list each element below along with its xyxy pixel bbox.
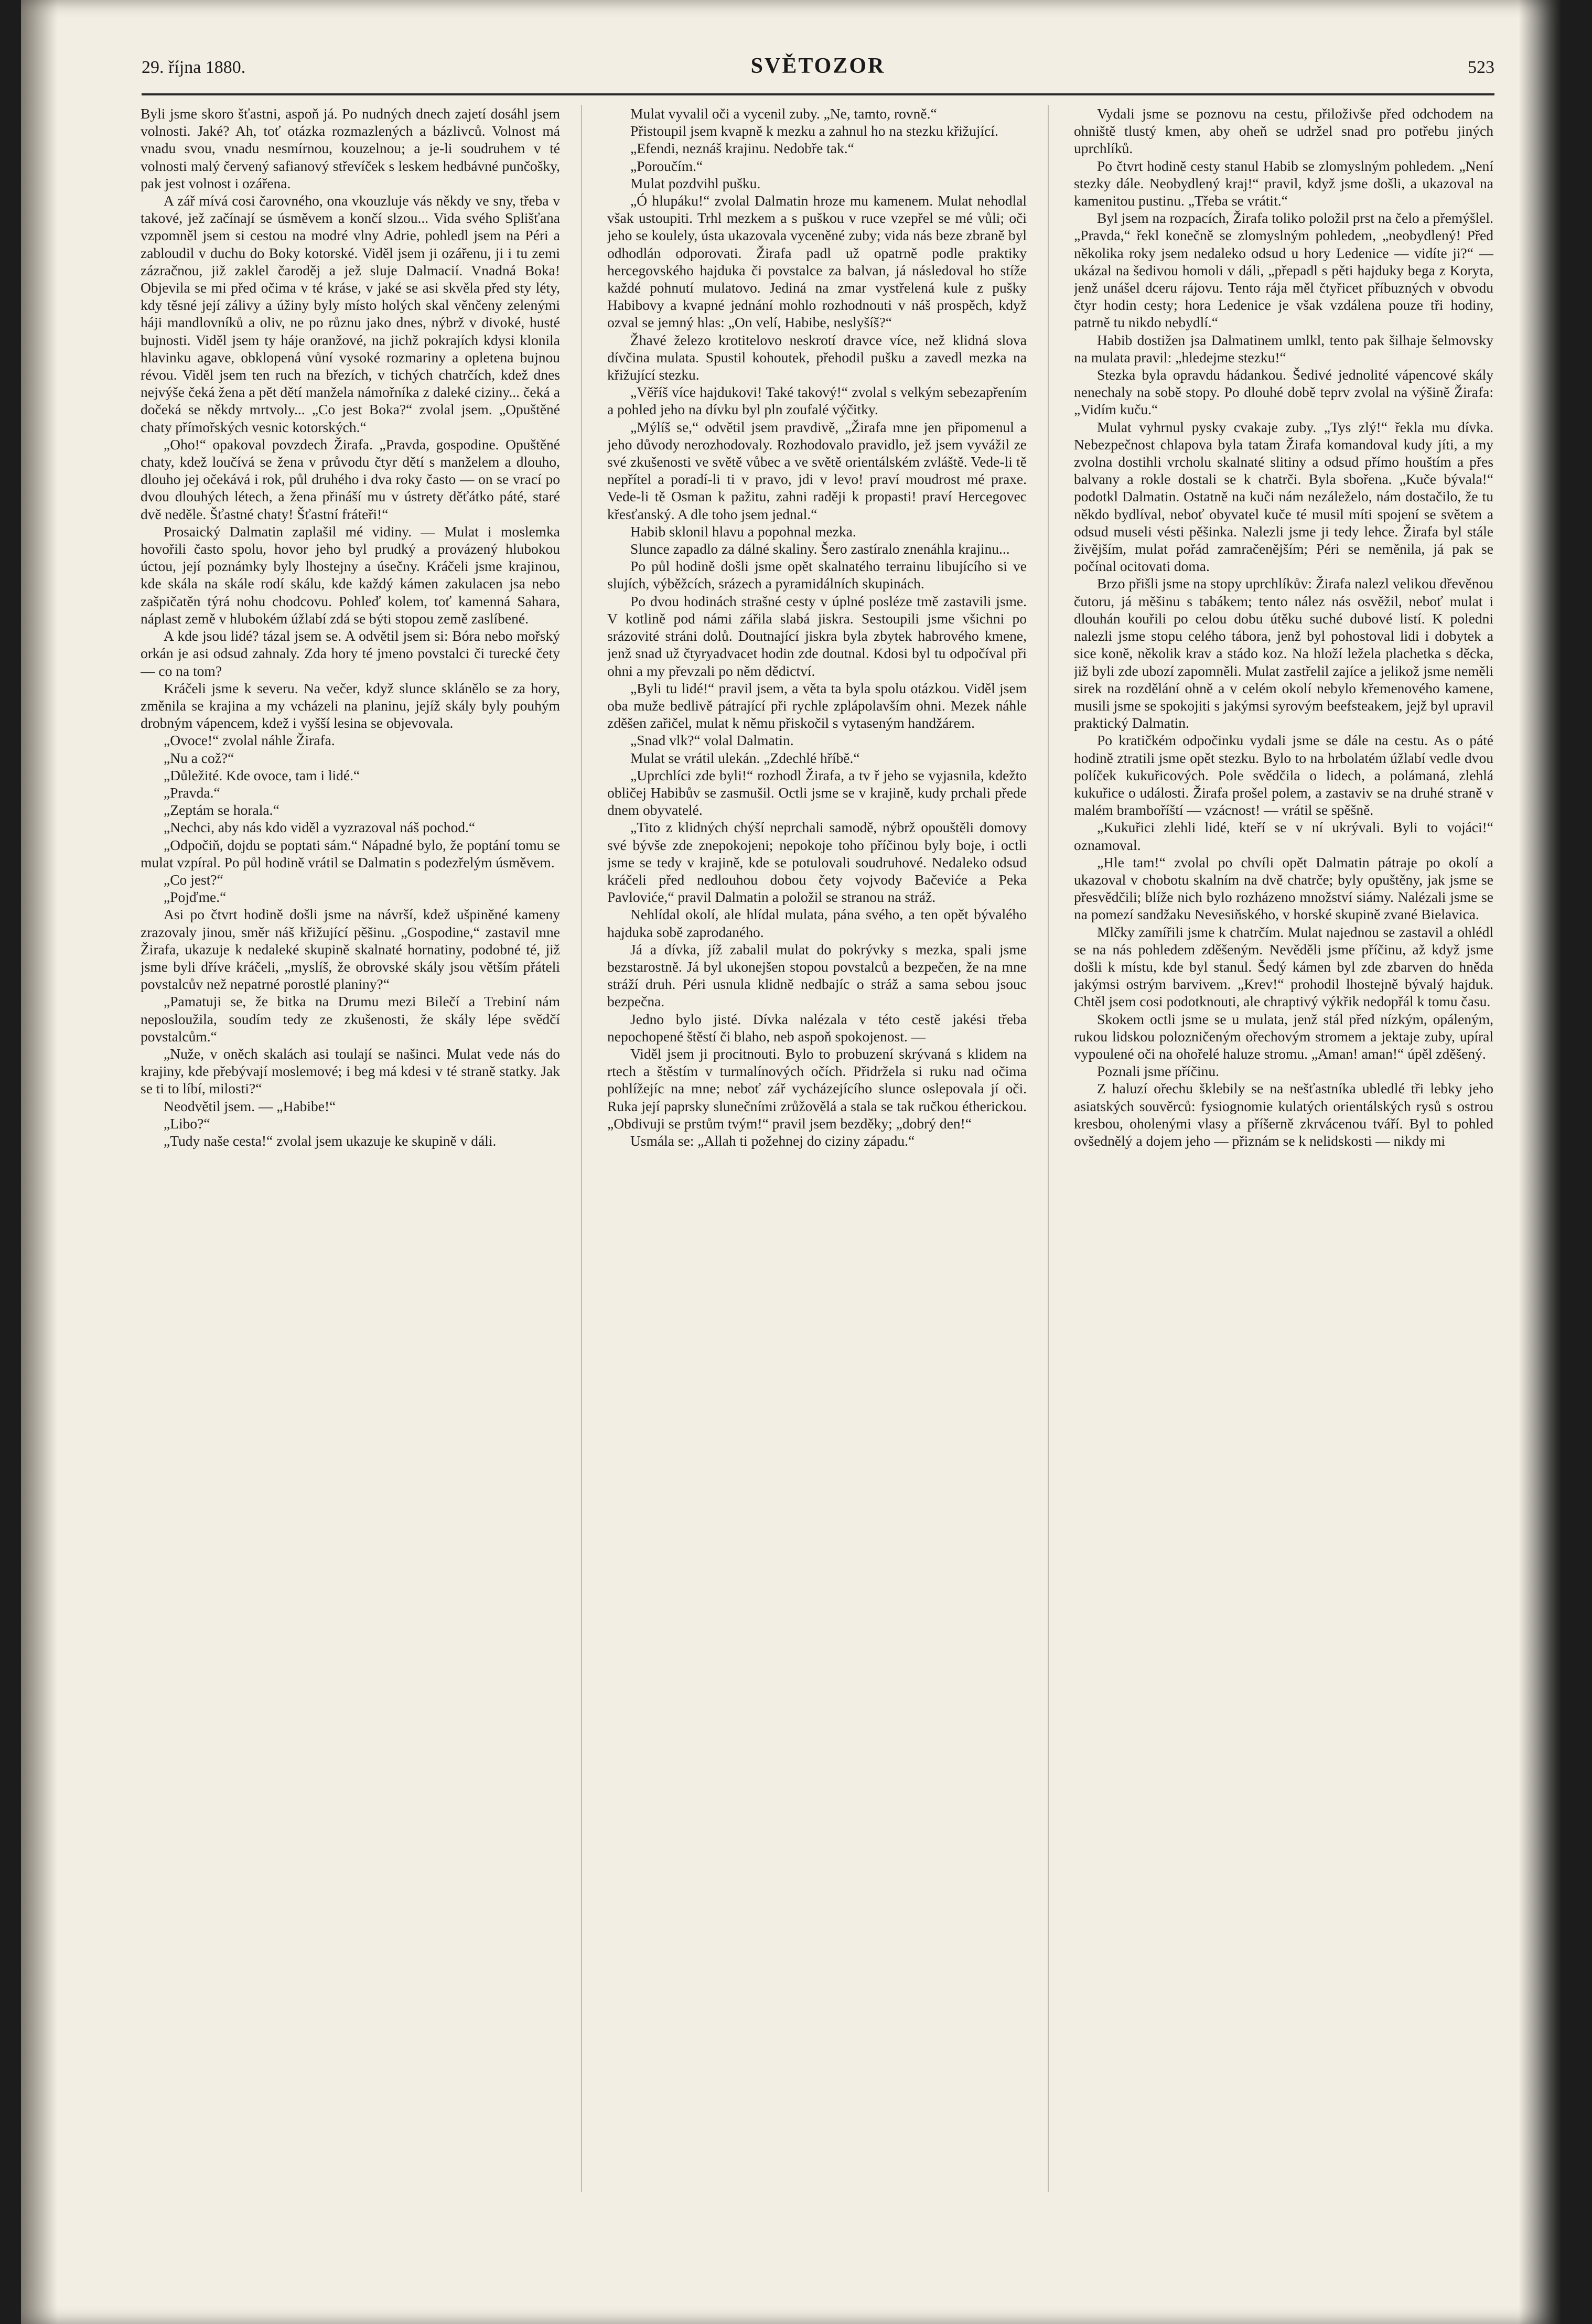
paragraph: Habib dostižen jsa Dalmatinem umlkl, tento pak šilhaje šelmovsky na mulata pravil: „hledejme stezku!“ bbox=[1074, 331, 1493, 365]
page-spine-shadow bbox=[21, 0, 58, 2324]
paragraph: Slunce zapadlo za dálné skaliny. Šero zastíralo znenáhla krajinu... bbox=[630, 541, 1010, 557]
paragraph: Poznali jsme příčinu. bbox=[1097, 1063, 1219, 1080]
paragraph: „Efendi, neznáš krajinu. Nedobře tak.“ bbox=[630, 140, 854, 157]
paragraph: Z haluzí ořechu šklebily se na nešťastníka ubledlé tři lebky jeho asiatských souvěrců: fysiognomie kulatých orientálských rysů s ostrou kresbou, oholenými vlasy a příšerně zkrvácenou tváří. Byl to pohled ovšednělý a dojem jeho — přiznám se k nelidskosti — nikdy mi bbox=[1074, 1080, 1493, 1149]
paragraph: Neodvětil jsem. — „Habibe!“ bbox=[164, 1098, 336, 1114]
paragraph: Byl jsem na rozpacích, Žirafa toliko položil prst na čelo a přemýšlel. „Pravda,“ řekl konečně se zlomyslným pohledem, „neobydlený! Před několika roky jsem nedaleko odsud u hory Ledenice — vidíte ji?“ — ukázal na šedivou homoli v dáli, „přepadl s pěti hajduky bega z Koryta, jenž unášel dceru rájovu. Tento rája měl čtyřicet příbuzných v obvodu čtyr hodin cesty; hora Ledenice je však vzdálena pouze tři hodiny, patrně tu nikdo nebydlí.“ bbox=[1074, 210, 1493, 331]
paragraph: „Pravda.“ bbox=[164, 784, 220, 801]
paragraph: „Zeptám se horala.“ bbox=[164, 802, 279, 819]
paragraph: „Nuže, v oněch skalách asi toulají se našinci. Mulat vede nás do krajiny, kde přebývají moslemové; i beg má kdesi v té straně statky. Jak se ti to líbí, milosti?“ bbox=[141, 1045, 560, 1097]
text-column-3 bbox=[1074, 105, 1493, 2202]
paragraph: Přistoupil jsem kvapně k mezku a zahnul ho na stezku křižující. bbox=[630, 123, 998, 139]
paragraph: „Odpočiň, dojdu se poptati sám.“ Nápadné bylo, že poptání tomu se mulat vzpíral. Po půl hodině vrátil se Dalmatin s podezřelým úsměvem. bbox=[141, 836, 560, 870]
paragraph: A zář mívá cosi čarovného, ona vkouzluje vás někdy ve sny, třeba v takové, jež začínají se úsměvem a končí slzou... Vida svého Splišťana vzpomněl jsem si cestou na modré vlny Adrie, pohledl jsem na Péri a zabloudil v duchu do Boky kotorské. Viděl jsem ji ozářenu, ji i tu zemi zázračnou, již zaklel čaroděj a jež sluje Dalmacií. Vnadná Boka! Objevila se mi před očima v té kráse, v jaké se asi skvěla před sty léty, kdy těsné její zálivy a úžiny byly místo holých skal věnčeny zelenými háji mandlovníků a oliv, ne po různu jako dnes, nýbrž v divoké, husté bujnosti. Viděl jsem ty háje oranžové, na jichž pokrajích kdysi klonila hlavinku agave, obklopená vůní vysoké rozmariny a opletena bujnou révou. Viděl jsem ten ruch na březích, v tichých chatrčích, kdež dnes nejvýše čeká žena a pět dětí manžela námořníka z daleké ciziny... čeká a dočeká se někdy mrtvoly... „Co jest Boka?“ zvolal jsem. „Opuštěné chaty přímořských vesnic kotorských.“ bbox=[141, 192, 560, 435]
paragraph: Po kratičkém odpočinku vydali jsme se dále na cestu. As o páté hodině ztratili jsme opět stezku. Bylo to na hrbolatém úžlabí vedle dvou políček kukuřicových. Pole svědčila o lidech, a polámaná, zlehlá kukuřice o události. Žirafa prošel polem, a zastaviv se na druhé straně v malém bramboříští — vzácnost! — vrátil se spěšně. bbox=[1074, 732, 1493, 819]
paragraph: „Co jest?“ bbox=[164, 871, 223, 888]
paragraph: Skokem octli jsme se u mulata, jenž stál před nízkým, opáleným, rukou lidskou polozničeným ořechovým stromem a jektaje zuby, upíral vypoulené oči na ohořelé haluze stromu. „Aman! aman!“ úpěl zděšený. bbox=[1074, 1010, 1493, 1062]
paragraph: Žhavé železo krotitelovo neskrotí dravce více, než klidná slova dívčina mulata. Spustil kohoutek, přehodil pušku a zavedl mezka na křižující stezku. bbox=[607, 331, 1027, 383]
page-edge-shadow bbox=[1519, 0, 1561, 2324]
paragraph: „Tudy naše cesta!“ zvolal jsem ukazuje ke skupině v dáli. bbox=[164, 1132, 497, 1149]
text-column-2 bbox=[607, 105, 1027, 2202]
paragraph: Mulat vyvalil oči a vycenil zuby. „Ne, tamto, rovně.“ bbox=[630, 105, 937, 122]
paragraph: Prosaický Dalmatin zaplašil mé vidiny. — Mulat i moslemka hovořili často spolu, hovor jeho byl prudký a provázený hlubokou úctou, její poznámky byly lhostejny a úsečny. Kráčeli jsme krajinou, kde skála na skále rodí skálu, kde každý kámen zakulacen jsa nebo zašpičatěn týrá nohu chodcovu. Pohleď kolem, toť kamenná Sahara, náplast země v hlubokém úžlabí zdá se býti stopou země zaslíbené. bbox=[141, 523, 560, 627]
paragraph: „Hle tam!“ zvolal po chvíli opět Dalmatin pátraje po okolí a ukazoval v chobotu skalním na dvě chatrče; byly opuštěny, jak jsme se přesvědčili; blíže nich bylo rozházeno množství siámy. Nalézali jsme se na pomezí sandžaku Nevesiňského, v horské skupině zvané Bielavica. bbox=[1074, 854, 1493, 923]
paragraph: A kde jsou lidé? tázal jsem se. A odvětil jsem si: Bóra nebo mořský orkán je asi odsud zahnaly. Zda hory té jmeno povstalci či turecké čety — co na tom? bbox=[141, 628, 560, 679]
newspaper-page bbox=[21, 0, 1561, 2324]
paragraph: „Mýlíš se,“ odvětil jsem pravdivě, „Žirafa mne jen připomenul a jeho důvody nerozhodovaly. Rozhodovalo pravidlo, jež jsem vyvážil ze své zkušenosti ve světě vůbec a ve světě orientálském zvláště. Vede-li tě nepřítel a poradí-li ti v pravo, jdi v levo! praví moudrost mé praxe. Vede-li tě Osman k pažitu, zahni raději k propasti! praví Hercegovec křesťanský. A dle toho jsem jednal.“ bbox=[607, 418, 1027, 522]
paragraph: „Pojďme.“ bbox=[164, 889, 227, 906]
paragraph: „Tito z klidných chýší neprchali samodě, nýbrž opouštěli domovy své bývše zde znepokojeni; nepokoje toho příčinou byly boje, i octli jsme se tedy v krajině, kde se potulovali soudruhové. Nedaleko odsud kráčeli před nedlouhou dobou čety vojvody Bačeviće a Peka Pavloviće,“ pravil Dalmatin a položil se stranou na stráž. bbox=[607, 819, 1027, 906]
paragraph: Po půl hodině došli jsme opět skalnatého terrainu libujícího si ve slujích, výběžcích, srázech a pyramidálních skupinách. bbox=[607, 558, 1027, 592]
paragraph: „Nu a což?“ bbox=[164, 749, 234, 766]
paragraph: „Libo?“ bbox=[164, 1115, 210, 1132]
paragraph: „Byli tu lidé!“ pravil jsem, a věta ta byla spolu otázkou. Viděl jsem oba muže bedlivě pátrající při rychle zplápolavším ohni. Mezek náhle zděšen zařičel, mulat k němu přiskočil s vytaseným handžárem. bbox=[607, 680, 1027, 731]
paragraph: Habib sklonil hlavu a popohnal mezka. bbox=[630, 523, 856, 540]
paragraph: „Nechci, aby nás kdo viděl a vyzrazoval náš pochod.“ bbox=[164, 819, 476, 836]
paragraph: Po dvou hodinách strašné cesty v úplné posléze tmě zastavili jsme. V kotlině pod námi zářila slabá jiskra. Sestoupili jsme všichni po srázovité stráni dolů. Doutnající jiskra byla zbytek habrového kmene, jenž snad už čtyryadvacet hodin zde doutnal. Kdosi byl tu odpočíval při ohni a my převzali po něm dědictví. bbox=[607, 593, 1027, 679]
column-divider bbox=[581, 105, 582, 2192]
paragraph: „Pamatuji se, že bitka na Drumu mezi Bilečí a Trebiní nám neposloužila, soudím tedy ze zkušenosti, že skály lépe svědčí povstalcům.“ bbox=[141, 993, 560, 1045]
page-number: 523 bbox=[1468, 58, 1494, 77]
paragraph: Já a dívka, jíž zabalil mulat do pokrývky s mezka, spali jsme bezstarostně. Já byl ukonejšen stopou povstalců a bezpečen, že na mne stráží druh. Péri usnula klidně nedbajíc o stráž a sama sebou jsouc bezpečna. bbox=[607, 941, 1027, 1010]
paragraph: Mulat pozdvihl pušku. bbox=[630, 175, 761, 191]
text-column-1 bbox=[141, 105, 560, 2202]
paragraph: Mulat se vrátil ulekán. „Zdechlé hříbě.“ bbox=[630, 749, 860, 766]
paragraph: Nehlídal okolí, ale hlídal mulata, pána svého, a ten opět bývalého hajduka sobě zaprodaného. bbox=[607, 906, 1027, 940]
page-header bbox=[142, 50, 1494, 98]
paragraph: Vydali jsme se poznovu na cestu, přiloživše před odchodem na ohniště tlustý kmen, aby oheň se udržel snad pro potřebu jiných uprchlíků. bbox=[1074, 105, 1493, 157]
paragraph: Mlčky zamířili jsme k chatrčím. Mulat najednou se zastavil a ohlédl se na nás pohledem zděšeným. Nevěděli jsme příčinu, až když jsme došli k místu, kde byl stanul. Šedý kámen byl zde zbarven do hněda jakýmsi ostrým barvivem. „Krev!“ prohodil lhostejně bývalý hajduk. Chtěl jsem cosi podotknouti, ale chraptivý výkřik nedopřál k tomu času. bbox=[1074, 923, 1493, 1010]
column-divider bbox=[1048, 105, 1049, 2192]
paragraph: Asi po čtvrt hodině došli jsme na návrší, kdež ušpiněné kameny zrazovaly jinou, směr náš křižující pěšinu. „Gospodine,“ zastavil mne Žirafa, ukazuje k nedaleké skupině skalnaté hornatiny, podobné té, již jsme byli dříve kráčeli, „myslíš, že obrovské skály jsou větším přáteli povstalcův než nepatrné porostlé planiny?“ bbox=[141, 906, 560, 993]
issue-date: 29. října 1880. bbox=[142, 58, 246, 77]
paragraph: Mulat vyhrnul pysky cvakaje zuby. „Tys zlý!“ řekla mu dívka. Nebezpečnost chlapova byla tatam Žirafa komandoval kudy jíti, a my zvolna dostihli vrcholu skalnaté slitiny a odsud přímo houštím a přes balvany a rokle dostali se k chatrči. Byla sbořena. „Kuče bývala!“ podotkl Dalmatin. Ostatně na kuči nám nezáleželo, nám dostačilo, že tu někdo bydlíval, neboť obyvatel kuče té musil míti spojení se světem a odsud museli vésti pěšinka. Nalezli jsme ji tedy lehce. Žirafa byl stále živějším, mulat pořád zamračenějším; Péri se neměnila, já pak se počínal ocitovati doma. bbox=[1074, 418, 1493, 575]
paragraph: Brzo přišli jsme na stopy uprchlíkův: Žirafa nalezl velikou dřevěnou čutoru, já měšinu s tabákem; tento nález nás osvěžil, neboť mulat i dlouhán kouřili po celou dobu útěku suché dubové listí. K poledni nalezli jsme stopu celého tábora, jenž byl pohostoval lidi i dobytek a sice koně, několik krav a stádo koz. Na hloží ležela plachetka s děcka, již byli zde ubozí zapomněli. Mulat zastřelil zajíce a jelikož jsme neměli sirek na rozdělání ohně a v celém okolí nebylo křemenového kamene, musili jsme se spokojiti s jakýmsi syrovým beefsteakem, jejž byl upravil praktický Dalmatin. bbox=[1074, 575, 1493, 731]
paragraph: „Uprchlíci zde byli!“ rozhodl Žirafa, a tv ř jeho se vyjasnila, kdežto obličej Habibův se zasmušil. Octli jsme se v krajině, kudy prchali přede dnem obyvatelé. bbox=[607, 767, 1027, 819]
paragraph: „Důležité. Kde ovoce, tam i lidé.“ bbox=[164, 767, 360, 783]
paragraph: „Ó hlupáku!“ zvolal Dalmatin hroze mu kamenem. Mulat nehodlal však ustoupiti. Trhl mezkem a s puškou v ruce vzepřel se mé vůli; oči jeho se koulely, ústa ukazovala vyceněné zuby; vida nás beze zbraně byl odhodlán odporovati. Žirafa padl už opatrně podle praktiky hercegovského hajduka či povstalce za balvan, já následoval ho stíže každé pohnutí mulatovo. Jediná na zmar vystřelená kule z pušky Habibovy a kvapné jednání mohlo rozhodnouti v náš prospěch, když ozval se jemný hlas: „On velí, Habibe, neslyšíš?“ bbox=[607, 192, 1027, 331]
paragraph: Usmála se: „Allah ti požehnej do ciziny západu.“ bbox=[630, 1132, 915, 1149]
paragraph: „Snad vlk?“ volal Dalmatin. bbox=[630, 732, 794, 749]
paragraph: Viděl jsem ji procitnouti. Bylo to probuzení skrývaná s klidem na rtech a štěstím v turmalínových očích. Přidržela si ruku nad očima pohlížejíc na mne; neboť zář vycházejícího slunce oslepovala jí oči. Ruka její paprsky slunečními zrůžovělá a stala se tak ručkou étherickou. „Obdivuji se prstům tvým!“ pravil jsem bezděky; „dobrý den!“ bbox=[607, 1045, 1027, 1132]
paragraph: Stezka byla opravdu hádankou. Šedivé jednolité vápencové skály nenechaly na sobě stopy. Po dlouhé době teprv zvolal na výšině Žirafa: „Vidím kuču.“ bbox=[1074, 367, 1493, 418]
paragraph: Po čtvrt hodině cesty stanul Habib se zlomyslným pohledem. „Není stezky dále. Neobydlený kraj!“ pravil, když jsme došli, a ukazoval na kamenitou pustinu. „Třeba se vrátit.“ bbox=[1074, 157, 1493, 209]
paragraph: Kráčeli jsme k severu. Na večer, když slunce sklánělo se za hory, změnila se krajina a my vcházeli na planinu, jejíž skály byly pouhým drobným vápencem, kdež i vyšší lesina se objevovala. bbox=[141, 680, 560, 731]
paragraph: „Ovoce!“ zvolal náhle Žirafa. bbox=[164, 732, 335, 749]
paragraph: „Věříš více hajdukovi! Také takový!“ zvolal s velkým sebezapřením a pohled jeho na dívku byl pln zoufalé výčitky. bbox=[607, 384, 1027, 418]
paragraph: „Poroučím.“ bbox=[630, 157, 703, 174]
paragraph: „Kukuřici zlehli lidé, kteří se v ní ukrývali. Byli to vojáci!“ oznamoval. bbox=[1074, 819, 1493, 853]
paragraph: „Oho!“ opakoval povzdech Žirafa. „Pravda, gospodine. Opuštěné chaty, kdež loučívá se žena v průvodu čtyr dětí s manželem a dlouho, dlouho jej očekává i rok, půl druhého i dva roky často — on se vrací po dvou dlouhých létech, a žena přináší mu v ústrety děťátko páté, staré dvě neděle. Šťastné chaty! Šťastní fráteři!“ bbox=[141, 436, 560, 522]
paragraph: Jedno bylo jisté. Dívka nalézala v této cestě jakési třeba nepochopené štěstí či blaho, neb aspoň spokojenost. — bbox=[607, 1010, 1027, 1045]
header-rule bbox=[142, 93, 1494, 95]
paragraph: Byli jsme skoro šťastni, aspoň já. Po nudných dnech zajetí dosáhl jsem volnosti. Jaké? Ah, toť otázka rozmazlených a bázlivců. Volnost má vnadu svou, vnadu nesmírnou, kouzelnou; a je-li soudruhem v té volnosti malý červený safianový střevíček s leskem hedbávné punčošky, pak jest volnost i ozářena. bbox=[141, 105, 560, 191]
masthead-title: SVĚTOZOR bbox=[750, 54, 886, 78]
